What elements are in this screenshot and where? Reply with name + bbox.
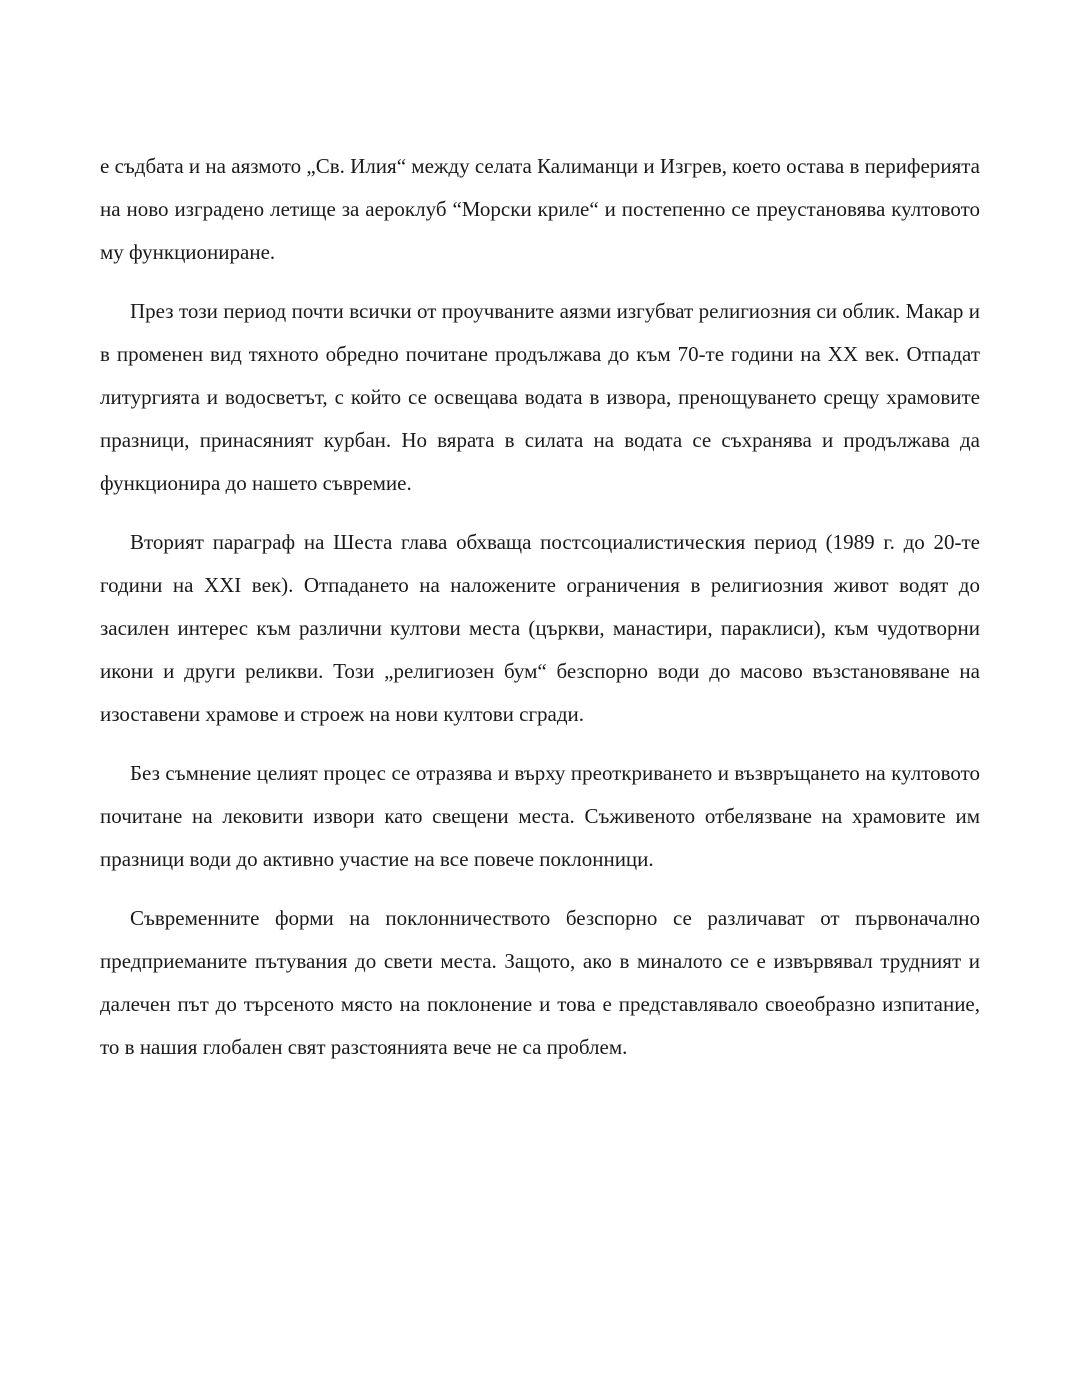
paragraph-3: Вторият параграф на Шеста глава обхваща постсоциалистическия период (1989 г. до 20-те години на XXI век). Отпадането на наложените ограничения в религиозния живот водят до засилен интерес към различни култови места (църкви, манастири, параклиси), към чудотворни икони и други реликви. Този „религиозен бум“ безспорно води до масово възстановяване на изоставени храмове и строеж на нови култови сгради.	[100, 530, 980, 726]
paragraph-1: е съдбата и на аязмото „Св. Илия“ между селата Калиманци и Изгрев, което остава в периферията на ново изградено летище за аероклуб “Морски криле“ и постепенно се преустановява култовото му функциониране.	[100, 154, 980, 264]
paragraph-2: През този период почти всички от проучваните аязми изгубват религиозния си облик. Макар и в променен вид тяхното обредно почитане продължава до към 70-те години на XX век. Отпадат литургията и водосветът, с който се освещава водата в извора, пренощуването срещу храмовите празници, принасяният курбан. Но вярата в силата на водата се съхранява и продължава да функционира до нашето съвремие.	[100, 299, 980, 495]
paragraph-4: Без съмнение целият процес се отразява и върху преоткриването и възвръщането на култовото почитане на лековити извори като свещени места. Съживеното отбелязване на храмовите им празници води до активно участие на все повече поклонници.	[100, 761, 980, 871]
text-body	[100, 145, 980, 1085]
paragraph-5: Съвременните форми на поклонничеството безспорно се различават от първоначално предприеманите пътувания до свети места. Защото, ако в миналото се е извървявал трудният и далечен път до търсеното място на поклонение и това е представлявало своеобразно изпитание, то в нашия глобален свят разстоянията вече не са проблем.	[100, 906, 980, 1059]
